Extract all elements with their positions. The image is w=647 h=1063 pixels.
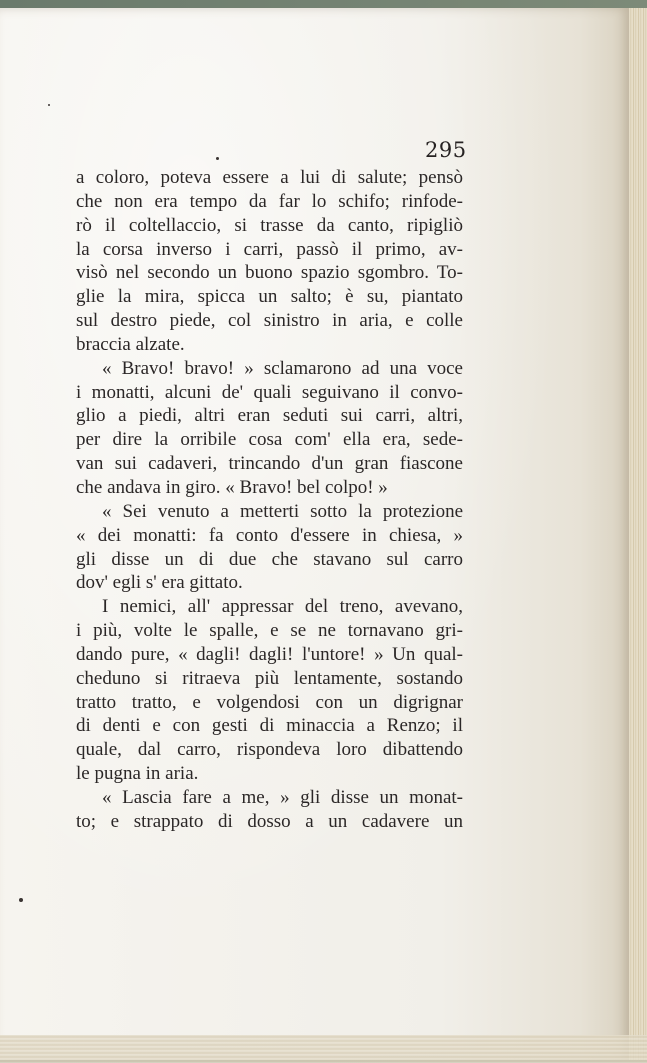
page-number: 295 xyxy=(425,138,467,162)
text-line: a coloro, poteva essere a lui di salute; pensò xyxy=(76,167,463,188)
ink-speck xyxy=(216,157,219,160)
text-line: gli disse un di due che stavano sul carro xyxy=(76,548,463,570)
text-line: cheduno si ritraeva più lentamente, sostando xyxy=(76,667,463,689)
text-line: le pugna in aria. xyxy=(76,763,199,785)
ink-speck xyxy=(19,898,23,902)
body-text xyxy=(76,166,463,834)
text-line: che non era tempo da far lo schifo; rinfode- xyxy=(76,190,463,212)
text-line: van sui cadaveri, trincando d'un gran fiascone xyxy=(76,453,463,475)
text-line: dov' egli s' era gittato. xyxy=(76,572,243,594)
text-line: « Lascia fare a me, » gli disse un monat- xyxy=(102,786,463,808)
text-line: « dei monatti: fa conto d'essere in chiesa, » xyxy=(76,524,463,546)
text-line: di denti e con gesti di minaccia a Renzo; il xyxy=(76,715,463,737)
text-line: i monatti, alcuni de' quali seguivano il convo- xyxy=(76,381,463,403)
text-line: quale, dal carro, rispondeva loro dibattendo xyxy=(76,739,463,761)
text-line: glie la mira, spicca un salto; è su, piantato xyxy=(76,286,463,308)
text-line: sul destro piede, col sinistro in aria, e colle xyxy=(76,310,463,332)
text-line: dando pure, « dagli! dagli! l'untore! » Un qual- xyxy=(76,643,463,665)
text-line: visò nel secondo un buono spazio sgombro. To- xyxy=(76,262,463,284)
text-line: braccia alzate. xyxy=(76,333,185,355)
text-line: « Bravo! bravo! » sclamarono ad una voce xyxy=(102,357,463,379)
text-line: per dire la orribile cosa com' ella era, sede- xyxy=(76,429,463,451)
page-bottom-edge xyxy=(0,1035,647,1063)
text-line: I nemici, all' appressar del treno, avevano, xyxy=(102,596,463,618)
text-line: rò il coltellaccio, si trasse da canto, ripigliò xyxy=(76,214,463,236)
text-line: tratto tratto, e volgendosi con un digrignar xyxy=(76,691,463,713)
text-line: che andava in giro. « Bravo! bel colpo! » xyxy=(76,476,388,498)
page-edges xyxy=(629,8,647,1060)
ink-speck xyxy=(48,104,50,106)
text-line: glio a piedi, altri eran seduti sui carri, altri, xyxy=(76,405,463,427)
text-line: to; e strappato di dosso a un cadavere un xyxy=(76,810,463,832)
text-line: i più, volte le spalle, e se ne tornavano gri- xyxy=(76,620,463,642)
text-line: la corsa inverso i carri, passò il primo, av- xyxy=(76,238,463,260)
text-line: « Sei venuto a metterti sotto la protezione xyxy=(102,500,463,522)
